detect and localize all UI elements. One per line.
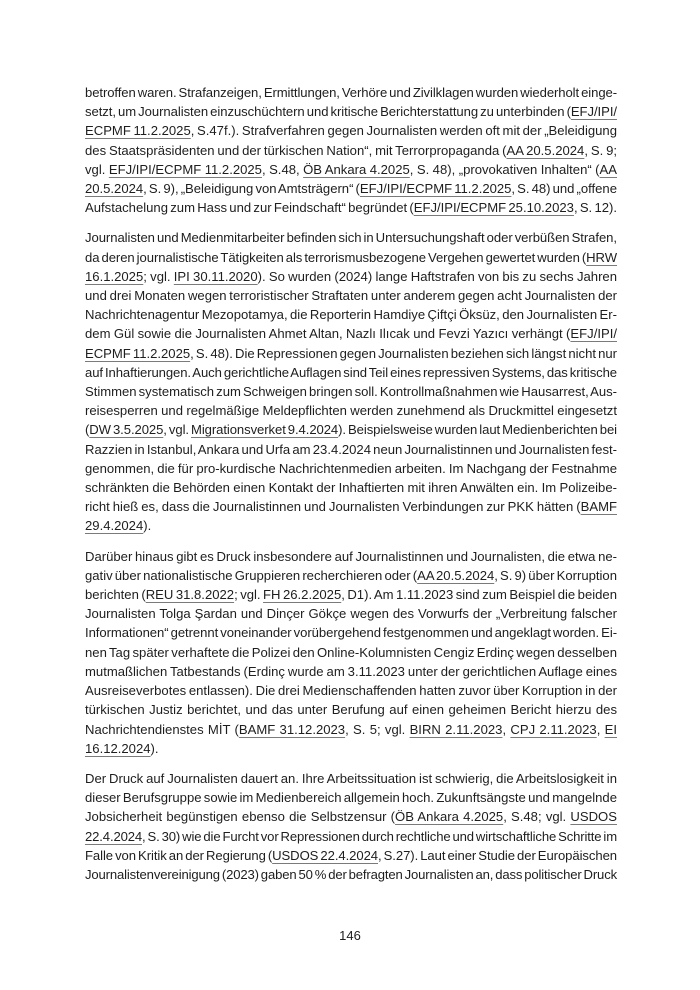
source-citation-link[interactable]: ÖB Ankara 4.2025	[395, 809, 504, 825]
text-line	[85, 420, 617, 439]
text-run: Jobsicherheit begünstigen ebenso die Selbstzensur (	[85, 809, 396, 825]
text-line-content	[85, 160, 617, 179]
text-run: da deren journalistische Tätigkeiten als terrorismusbezogene Vergehen gewertet wurden (	[85, 249, 587, 265]
text-run: auf Inhaftierungen. Auch gerichtliche Auflagen sind Teil eines repressiven Systems, das kritische	[85, 364, 617, 380]
source-citation-link[interactable]: EFJ/IPI/	[570, 326, 617, 342]
text-line-content	[85, 267, 617, 286]
text-line-content	[85, 769, 617, 788]
text-run: Journalisten Tolga Şardan und Dinçer Gökçe wegen des Vorwurfs der „Verbreitung falscher	[85, 606, 617, 622]
text-line	[85, 547, 617, 566]
paragraph	[85, 83, 617, 217]
text-line-content	[85, 228, 617, 247]
text-run: ,	[596, 721, 605, 737]
text-run: , S. 48), „provokativen Inhalten“ (	[409, 161, 600, 177]
text-run: , vgl.	[163, 422, 192, 438]
text-run: ). So wurden (2024) lange Haftstrafen von bis zu sechs Jahren	[257, 268, 617, 284]
text-run: , S.48; vgl.	[503, 809, 571, 825]
text-run: , D1). Am 1.11.2023 sind zum Beispiel die beiden	[341, 587, 617, 603]
text-line	[85, 344, 617, 363]
text-line	[85, 566, 617, 585]
text-line	[85, 141, 617, 160]
text-run: ). Beispielsweise wurden laut Medienberichten bei	[338, 422, 617, 438]
text-line-content	[85, 547, 617, 566]
text-line-content	[85, 198, 617, 217]
text-run: betroffen waren. Strafanzeigen, Ermittlungen, Verhöre und Zivilklagen wurden wiederholt einge-	[85, 85, 617, 100]
text-run: Journalistenvereinigung (2023) gaben 50 % der befragten Journalisten an, dass politischer Druck	[85, 866, 617, 882]
text-run: , S. 12).	[573, 200, 618, 216]
text-line	[85, 643, 617, 662]
text-line	[85, 160, 617, 179]
text-run: und drei Monaten wegen terroristischer Straftaten unter anderem gegen acht Journalisten der	[85, 288, 617, 304]
text-run: setzt, um Journalisten einzuschüchtern und kritische Berichterstattung zu unterbinden (	[85, 104, 571, 120]
text-run: , S. 9;	[584, 142, 617, 158]
text-line	[85, 440, 617, 459]
text-line-content	[85, 324, 617, 343]
text-run: türkischen Justiz berichtet, und das unter Berufung auf einen geheimen Bericht hierzu des	[85, 702, 617, 718]
text-line	[85, 382, 617, 401]
text-line-content	[85, 121, 617, 140]
text-run: richt hieß es, dass die Journalistinnen und Journalisten Verbindungen zur PKK hätten (	[85, 499, 581, 515]
text-line	[85, 267, 617, 286]
text-line	[85, 286, 617, 305]
text-line	[85, 83, 617, 102]
text-line-content	[85, 344, 617, 363]
text-run: , S.48,	[261, 161, 304, 177]
text-line	[85, 305, 617, 324]
text-line-content	[85, 827, 617, 846]
text-line-content	[85, 363, 617, 382]
text-run: , S. 9), „Beleidigung von Amtsträgern“ (	[143, 181, 360, 197]
source-citation-link[interactable]: AA 20.5.2024	[417, 567, 495, 583]
text-run: Razzien in Istanbul, Ankara und Urfa am 23.4.2024 neun Journalistinnen und Journalisten fest-	[85, 441, 617, 457]
text-line-content	[85, 700, 617, 719]
text-run: Aufstachelung zum Hass und zur Feindschaft“ begründet (	[85, 200, 414, 216]
source-citation-link[interactable]: 16.1.2025	[85, 268, 144, 284]
text-line-content	[85, 662, 617, 681]
text-run: , S.27). Laut einer Studie der Europäischen	[378, 847, 618, 863]
text-run: Falle von Kritik an der Regierung (	[85, 847, 273, 863]
text-run: berichten (	[85, 587, 146, 603]
text-run: dieser Berufsgruppe sowie im Medienbereich allgemein hoch. Zukunftsängste und mangelnde	[85, 790, 617, 806]
text-line	[85, 623, 617, 642]
text-line-content	[85, 516, 151, 535]
source-citation-link[interactable]: EFJ/IPI/ECPMF 25.10.2023	[413, 200, 574, 216]
text-line-content	[85, 643, 617, 662]
text-line	[85, 700, 617, 719]
paragraph	[85, 769, 617, 884]
text-run: dem Gül sowie die Journalisten Ahmet Altan, Nazlı Ilıcak und Fevzi Yazıcı verhängt (	[85, 326, 571, 342]
source-citation-link[interactable]: 20.5.2024	[85, 181, 144, 197]
source-citation-link[interactable]: 16.12.2024	[85, 740, 151, 756]
text-line-content	[85, 305, 617, 324]
text-run: , S.47f.). Strafverfahren gegen Journalisten werden oft mit der „Beleidigung	[190, 123, 617, 139]
source-citation-link[interactable]: HRW	[586, 249, 617, 265]
text-line-content	[85, 248, 617, 267]
text-run: ; vgl.	[234, 587, 264, 603]
text-line	[85, 681, 617, 700]
text-run: nen Tag später verhaftete die Polizei den Online-Kolumnisten Cengiz Erdinç wegen desselben	[85, 644, 617, 660]
text-run: Der Druck auf Journalisten dauert an. Ihre Arbeitssituation ist schwierig, die Arbeitslosigkeit in	[85, 770, 617, 786]
text-run: des Staatspräsidenten und der türkischen Nation“, mit Terrorpropaganda (	[85, 142, 507, 158]
paragraph	[85, 228, 617, 535]
source-citation-link[interactable]: DW 3.5.2025	[89, 422, 164, 438]
text-run: Journalisten und Medienmitarbeiter befinden sich in Untersuchungshaft oder verbüßen Strafen,	[85, 230, 617, 246]
text-line	[85, 478, 617, 497]
source-citation-link[interactable]: ECPMF 11.2.2025	[85, 345, 191, 361]
text-run: Nachrichtendienstes MİT (	[85, 721, 239, 737]
text-run: Nachrichtenagentur Mezopotamya, die Reporterin Hamdiye Çiftçi Öksüz, den Journalisten Er-	[85, 307, 617, 323]
text-run: , S. 48) und „offene	[511, 181, 617, 197]
text-line	[85, 459, 617, 478]
source-citation-link[interactable]: USDOS 22.4.2024	[272, 847, 379, 863]
text-line	[85, 769, 617, 788]
text-line-content	[85, 846, 617, 865]
text-run: , S. 5; vgl.	[345, 721, 410, 737]
text-line-content	[85, 478, 617, 497]
text-line-content	[85, 807, 617, 826]
text-line-content	[85, 604, 617, 623]
text-line	[85, 788, 617, 807]
text-line	[85, 324, 617, 343]
text-run: Stimmen systematisch zum Schweigen bringen soll. Kontrollmaßnahmen wie Hausarrest, Aus-	[85, 384, 617, 400]
text-run: ; vgl.	[143, 268, 174, 284]
source-citation-link[interactable]: EFJ/IPI/ECPMF 11.2.2025	[108, 161, 262, 177]
source-citation-link[interactable]: 22.4.2024	[85, 828, 143, 844]
source-citation-link[interactable]: FH 26.2.2025	[263, 587, 342, 603]
source-citation-link[interactable]: BIRN 2.11.2023	[409, 721, 503, 737]
text-run: (	[85, 422, 90, 438]
text-line-content	[85, 401, 617, 420]
text-line	[85, 198, 617, 217]
source-citation-link[interactable]: EFJ/IPI/	[570, 104, 617, 120]
paragraph	[85, 547, 617, 758]
text-line-content	[85, 141, 617, 160]
text-run: Darüber hinaus gibt es Druck insbesondere auf Journalistinnen und Journalisten, die etwa ne-	[85, 548, 617, 564]
text-line	[85, 248, 617, 267]
source-citation-link[interactable]: AA 20.5.2024	[506, 142, 585, 158]
source-citation-link[interactable]: EFJ/IPI/ECPMF 11.2.2025	[359, 181, 512, 197]
text-run: vgl.	[85, 161, 109, 177]
text-line-content	[85, 623, 617, 642]
text-line	[85, 720, 617, 739]
text-run: genommen, die für pro-kurdische Nachrichtenmedien arbeiten. Im Nachgang der Festnahme	[85, 460, 617, 476]
text-line	[85, 827, 617, 846]
text-line	[85, 102, 617, 121]
text-line	[85, 662, 617, 681]
text-line-content	[85, 459, 617, 478]
source-citation-link[interactable]: CPJ 2.11.2023	[510, 721, 597, 737]
source-citation-link[interactable]: BAMF	[580, 499, 617, 515]
text-line-content	[85, 739, 159, 758]
text-line-content	[85, 497, 617, 516]
text-run: , S. 48). Die Repressionen gegen Journalisten beziehen sich längst nicht nur	[190, 345, 617, 361]
text-run: Ausreiseverbotes entlassen). Die drei Medienschaffenden hatten zuvor über Korruption in der	[85, 683, 617, 699]
text-run: ,	[502, 721, 511, 737]
source-citation-link[interactable]: BAMF 31.12.2023	[238, 721, 346, 737]
text-run: reisesperren und regelmäßige Meldepflichten werden zunehmend als Druckmittel eingesetzt	[85, 403, 617, 419]
source-citation-link[interactable]: USDOS	[570, 809, 617, 825]
text-run: gativ über nationalistische Gruppieren recherchieren oder (	[85, 567, 418, 583]
page-number: 146	[339, 928, 361, 943]
text-line	[85, 363, 617, 382]
text-line	[85, 401, 617, 420]
source-citation-link[interactable]: IPI 30.11.2020	[173, 268, 258, 284]
text-line	[85, 739, 617, 758]
text-line	[85, 228, 617, 247]
text-line	[85, 497, 617, 516]
text-line-content	[85, 440, 617, 459]
text-run: Informationen“ getrennt voneinander vorübergehend festgenommen und angeklagt worden. Ei-	[85, 625, 617, 641]
text-line-content	[85, 286, 617, 305]
source-citation-link[interactable]: EI	[604, 721, 617, 737]
text-line	[85, 846, 617, 865]
text-run: , S. 9) über Korruption	[494, 567, 617, 583]
text-line-content	[85, 865, 617, 884]
source-citation-link[interactable]: ECPMF 11.2.2025	[85, 123, 191, 139]
text-line-content	[85, 720, 617, 739]
text-line	[85, 807, 617, 826]
text-run: ).	[150, 740, 159, 756]
text-line-content	[85, 179, 617, 198]
text-line	[85, 121, 617, 140]
text-line	[85, 516, 617, 535]
text-run: schränkten die Behörden einen Kontakt der Inhaftierten mit ihren Anwälten ein. Im Polizeibe-	[85, 480, 617, 496]
source-citation-link[interactable]: 29.4.2024	[85, 518, 144, 534]
source-citation-link[interactable]: REU 31.8.2022	[145, 587, 235, 603]
text-line-content	[85, 102, 617, 121]
text-line-content	[85, 585, 617, 604]
text-line-content	[85, 681, 617, 700]
text-line	[85, 585, 617, 604]
text-line	[85, 865, 617, 884]
text-run: mutmaßlichen Tatbestands (Erdinç wurde am 3.11.2023 unter der gerichtlichen Auflage eines	[85, 663, 617, 679]
text-line-content	[85, 83, 617, 102]
text-run: , S. 30) wie die Furcht vor Repressionen durch rechtliche und wirtschaftliche Schritte im	[142, 828, 617, 844]
source-citation-link[interactable]: AA	[599, 161, 618, 177]
document-body	[85, 83, 617, 895]
text-run: ).	[143, 518, 152, 534]
text-line	[85, 179, 617, 198]
text-line-content	[85, 566, 617, 585]
text-line-content	[85, 420, 617, 439]
source-citation-link[interactable]: ÖB Ankara 4.2025	[303, 161, 410, 177]
text-line-content	[85, 788, 617, 807]
text-line	[85, 604, 617, 623]
text-line-content	[85, 382, 617, 401]
source-citation-link[interactable]: Migrationsverket 9.4.2024	[191, 422, 339, 438]
